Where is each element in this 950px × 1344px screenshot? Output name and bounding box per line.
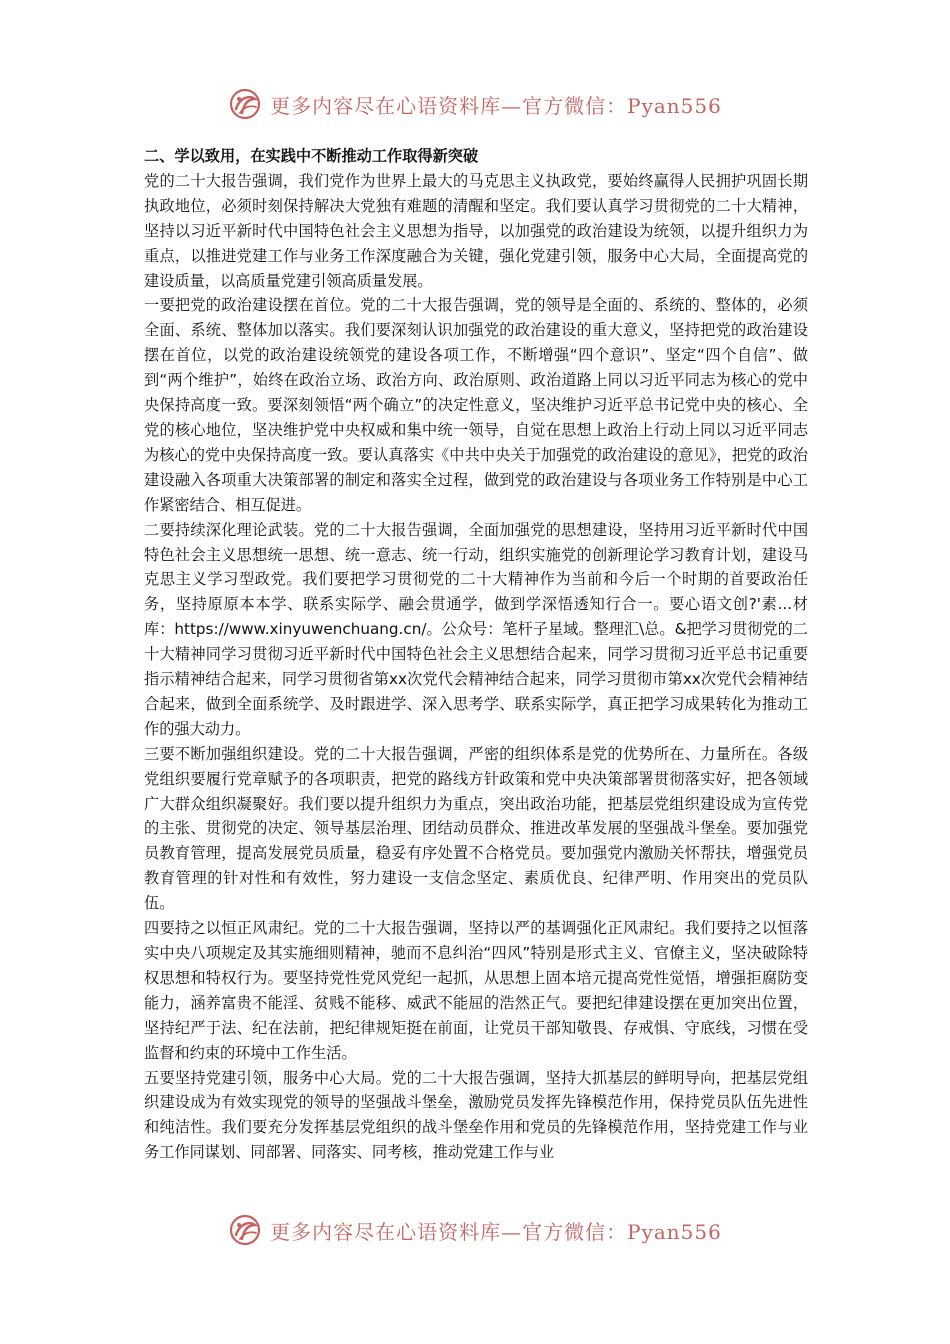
document-body <box>144 144 808 1165</box>
footer-watermark <box>0 1210 950 1250</box>
watermark-text: 更多内容尽在心语资料库—官方微信：Pyan556 <box>270 1219 722 1244</box>
paragraph-theory-study: 二要持续深化理论武装。党的二十大报告强调，全面加强党的思想建设，坚持用习近平新时代中国特色社会主义思想统一思想、统一意志、统一行动，组织实施党的创新理论学习教育计划，建设马克思主义学习型政党。我们要把学习贯彻党的二十大精神作为当前和今后一个时期的首要政治任务，坚持原原本本学、联系实际学、融会贯通学，做到学深悟透知行合一。要心语文创?'素...材库：https://www.xinyuwenchuang.cn/。公众号：笔杆子星域。整理汇\总。&把学习贯彻党的二十大精神同学习贯彻习近平新时代中国特色社会主义思想结合起来，同学习贯彻习近平总书记重要指示精神结合起来，同学习贯彻省第xx次党代会精神结合起来，同学习贯彻市第xx次党代会精神结合起来，做到全面系统学、及时跟进学、深入思考学、联系实际学，真正把学习成果转化为推动工作的强大动力。 <box>144 520 808 738</box>
paragraph-political-building: 一要把党的政治建设摆在首位。党的二十大报告强调，党的领导是全面的、系统的、整体的，必须全面、系统、整体加以落实。我们要深刻认识加强党的政治建设的重大意义，坚持把党的政治建设摆在首位，以党的政治建设统领党的建设各项工作，不断增强“四个意识”、坚定“四个自信”、做到“两个维护”，始终在政治立场、政治方向、政治原则、政治道路上同以习近平同志为核心的党中央保持高度一致。要深刻领悟“两个确立”的决定性意义，坚决维护习近平总书记党中央的核心、全党的核心地位，坚决维护党中央权威和集中统一领导，自觉在思想上政治上行动上同以习近平同志为核心的党中央保持高度一致。要认真落实《中共中央关于加强党的政治建设的意见》，把党的政治建设融入各项重大决策部署的制定和落实全过程，做到党的政治建设与各项业务工作特别是中心工作紧密结合、相互促进。 <box>144 296 808 514</box>
swirl-logo-icon <box>228 87 262 121</box>
watermark-text: 更多内容尽在心语资料库—官方微信：Pyan556 <box>270 93 722 118</box>
paragraph-discipline: 四要持之以恒正风肃纪。党的二十大报告强调，坚持以严的基调强化正风肃纪。我们要持之以恒落实中央八项规定及其实施细则精神，驰而不息纠治“四风”特别是形式主义、官僚主义，坚决破除特权思想和特权行为。要坚持党性党风党纪一起抓，从思想上固本培元提高党性觉悟，增强拒腐防变能力，涵养富贵不能淫、贫贱不能移、威武不能屈的浩然正气。要把纪律建设摆在更加突出位置，坚持纪严于法、纪在法前，把纪律规矩挺在前面，让党员干部知敬畏、存戒惧、守底线，习惯在受监督和约束的环境中工作生活。 <box>144 919 808 1062</box>
swirl-logo-icon <box>228 1213 262 1247</box>
paragraph-party-leadership: 五要坚持党建引领，服务中心大局。党的二十大报告强调，坚持大抓基层的鲜明导向，把基层党组织建设成为有效实现党的领导的坚强战斗堡垒，激励党员发挥先锋模范作用，保持党员队伍先进性和纯洁性。我们要充分发挥基层党组织的战斗堡垒作用和党员的先锋模范作用，坚持党建工作与业务工作同谋划、同部署、同落实、同考核，推动党建工作与业 <box>144 1068 808 1162</box>
paragraph-organization-building: 三要不断加强组织建设。党的二十大报告强调，严密的组织体系是党的优势所在、力量所在。各级党组织要履行党章赋予的各项职责，把党的路线方针政策和党中央决策部署贯彻落实好，把各领域广大群众组织凝聚好。我们要以提升组织力为重点，突出政治功能，把基层党组织建设成为宣传党的主张、贯彻党的决定、领导基层治理、团结动员群众、推进改革发展的坚强战斗堡垒。要加强党员教育管理，提高发展党员质量，稳妥有序处置不合格党员。要加强党内激励关怀帮扶，增强党员教育管理的针对性和有效性，努力建设一支信念坚定、素质优良、纪律严明、作用突出的党员队伍。 <box>144 744 808 913</box>
paragraph-intro: 党的二十大报告强调，我们党作为世界上最大的马克思主义执政党，要始终赢得人民拥护巩固长期执政地位，必须时刻保持解决大党独有难题的清醒和坚定。我们要认真学习贯彻党的二十大精神，坚持以习近平新时代中国特色社会主义思想为指导，以加强党的政治建设为统领，以提升组织力为重点，以推进党建工作与业务工作深度融合为关键，强化党建引领，服务中心大局，全面提高党的建设质量，以高质量党建引领高质量发展。 <box>144 171 808 290</box>
header-watermark <box>0 84 950 124</box>
section-heading: 二、学以致用，在实践中不断推动工作取得新突破 <box>144 147 479 165</box>
